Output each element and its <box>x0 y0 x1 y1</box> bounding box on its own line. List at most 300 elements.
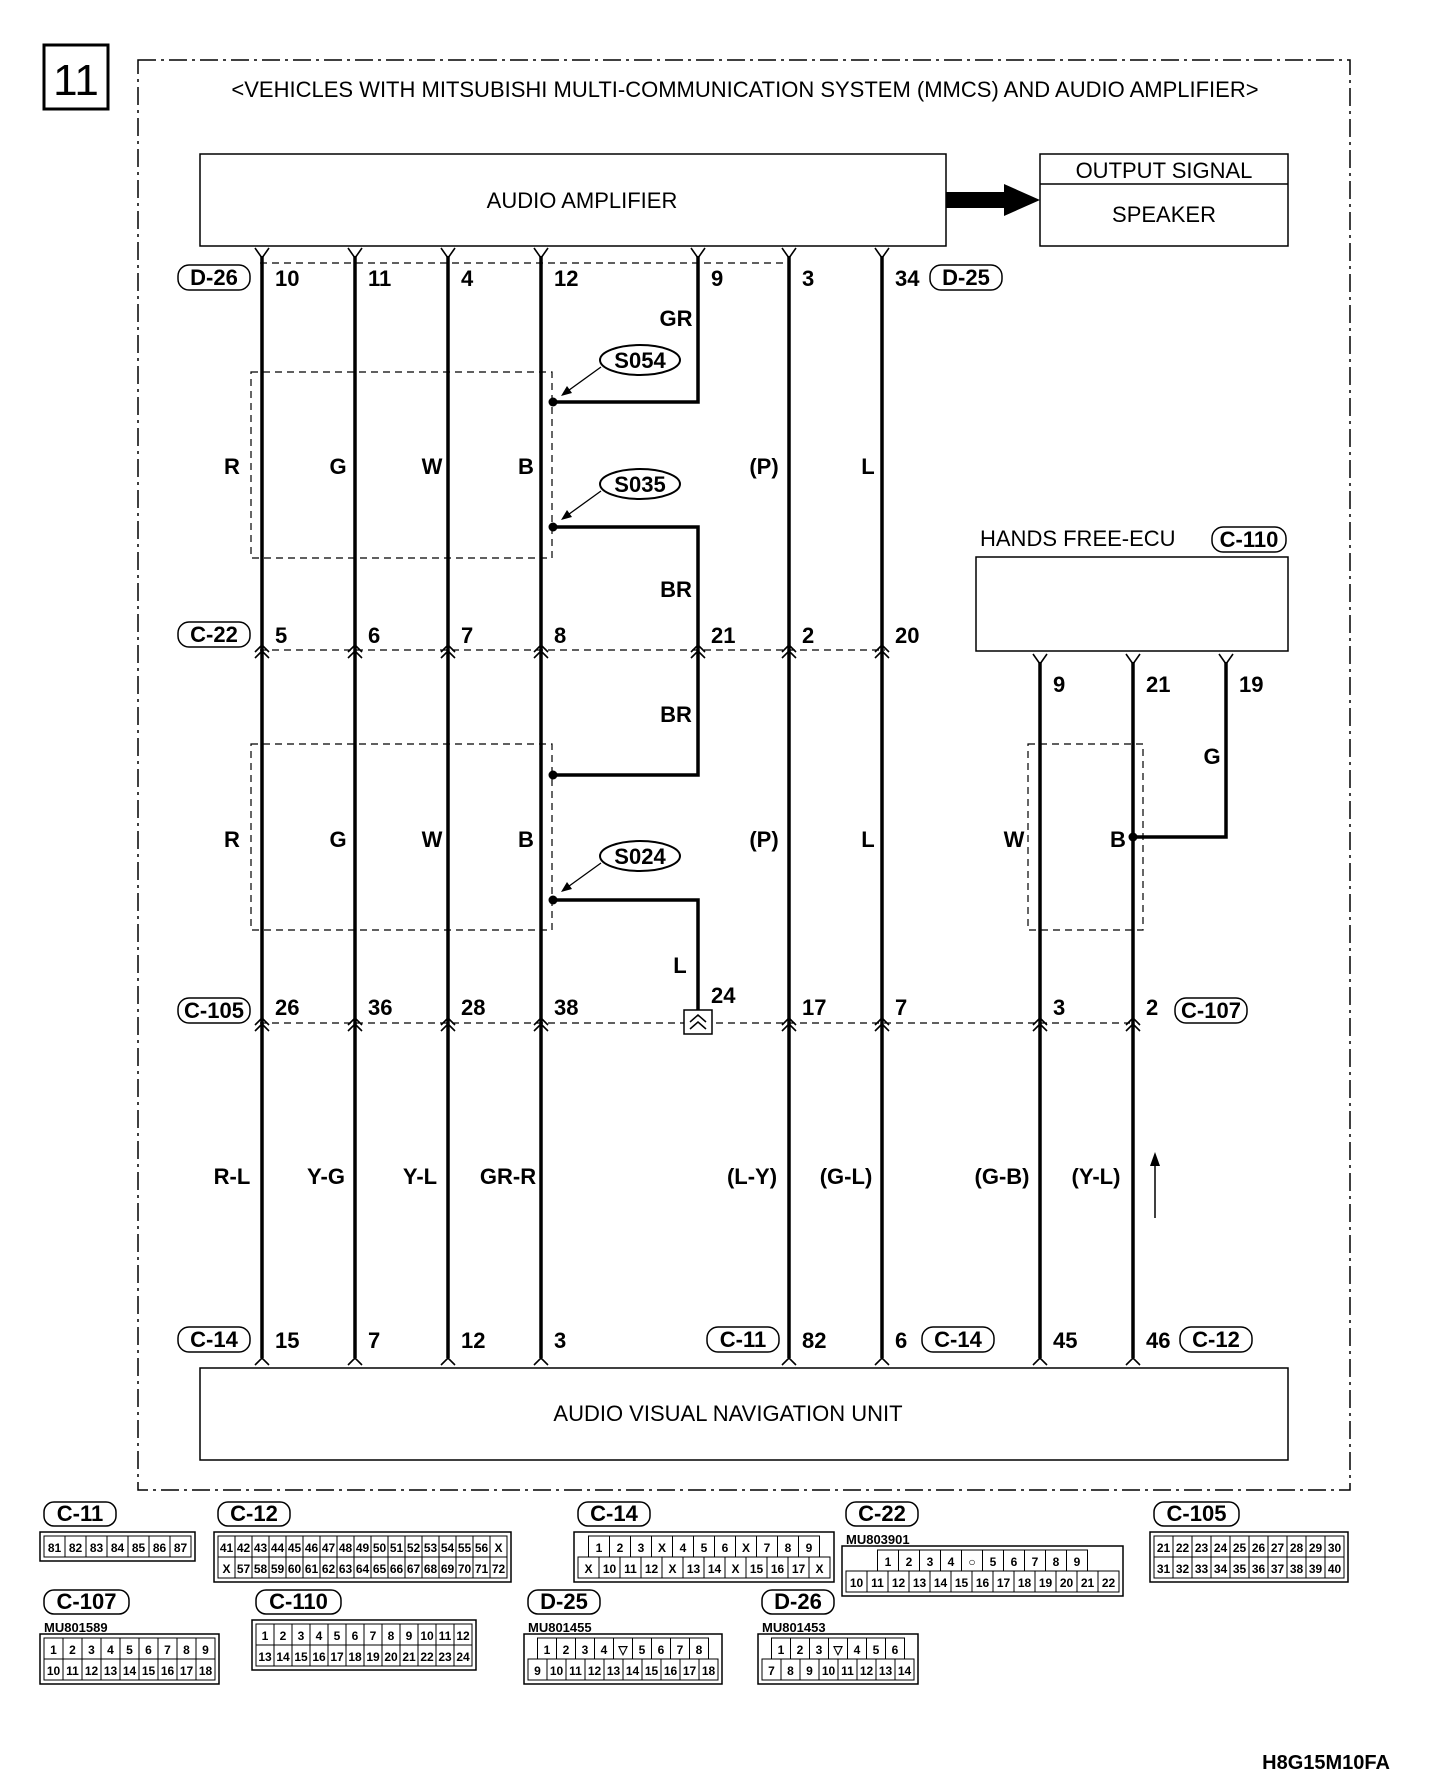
output-arrow-shaft <box>946 192 1006 208</box>
legend-pin: 13 <box>912 1576 927 1590</box>
pin-top: 4 <box>461 266 474 291</box>
legend-pin: 17 <box>996 1576 1011 1590</box>
hands-free-conn: C-110 <box>1219 527 1279 552</box>
legend-pin: 3 <box>297 1629 305 1643</box>
legend-pin: 22 <box>1101 1576 1116 1590</box>
legend-pin: 1 <box>595 1541 603 1555</box>
legend-part-number: MU803901 <box>846 1532 910 1547</box>
legend-pin: 47 <box>321 1541 336 1555</box>
legend-pin: 11 <box>66 1664 79 1678</box>
legend-pin: 25 <box>1232 1541 1247 1555</box>
audio-amplifier-label: AUDIO AMPLIFIER <box>486 188 678 213</box>
wire-color: (Y-L) <box>1071 1164 1121 1189</box>
tag-c107: C-107 <box>1181 998 1241 1023</box>
legend-pin: 6 <box>891 1643 899 1657</box>
legend-pin: 42 <box>236 1541 251 1555</box>
wire-color: G <box>1203 744 1221 769</box>
pin-ecu: 19 <box>1239 672 1264 697</box>
legend-pin: 12 <box>456 1629 470 1643</box>
legend-pin: 68 <box>423 1562 438 1576</box>
legend-pin: 18 <box>348 1650 362 1664</box>
pin-top: 12 <box>554 266 579 291</box>
splice-s035 <box>561 469 680 520</box>
legend-pin: 14 <box>933 1576 948 1590</box>
legend-pin: 10 <box>849 1576 864 1590</box>
pin-bottom: 6 <box>895 1328 908 1353</box>
legend-pin: 34 <box>1213 1562 1228 1576</box>
legend-pin: X <box>222 1562 231 1576</box>
hands-free-ecu-label: HANDS FREE-ECU <box>980 526 1176 551</box>
legend-pin: 17 <box>330 1650 344 1664</box>
legend-pin: 3 <box>88 1643 95 1657</box>
legend-connector <box>214 1501 511 1582</box>
legend-pin: 5 <box>333 1629 341 1643</box>
pin-bottom: 82 <box>802 1328 827 1353</box>
legend-pin: 12 <box>859 1664 874 1678</box>
legend-pin: ▽ <box>833 1643 843 1657</box>
legend-pin: 38 <box>1289 1562 1304 1576</box>
pin-bottom: 12 <box>461 1328 486 1353</box>
legend-pin: 13 <box>686 1562 701 1576</box>
wire-color: W <box>421 454 443 479</box>
legend-pin: 4 <box>315 1629 323 1643</box>
system-boundary <box>138 60 1350 1490</box>
legend-pin: 17 <box>682 1664 697 1678</box>
legend-connector <box>252 1589 476 1670</box>
splice-dot-775 <box>549 771 558 780</box>
legend-pin: 8 <box>387 1629 395 1643</box>
pin-low: 7 <box>895 995 908 1020</box>
pin-low: 2 <box>1146 995 1159 1020</box>
legend-pin: 3 <box>815 1643 823 1657</box>
legend-pin: 82 <box>68 1541 83 1555</box>
tag-c105: C-105 <box>184 998 244 1023</box>
legend-pin: 85 <box>131 1541 146 1555</box>
tag-c14b: C-14 <box>934 1327 982 1352</box>
legend-pin: X <box>668 1562 677 1576</box>
tag-c14a: C-14 <box>190 1327 238 1352</box>
pin-bottom: 46 <box>1146 1328 1171 1353</box>
legend-pin: 5 <box>638 1643 646 1657</box>
legend-connector <box>40 1501 195 1561</box>
legend-pin: 54 <box>440 1541 455 1555</box>
legend-pin: 37 <box>1270 1562 1285 1576</box>
legend-pin: 8 <box>695 1643 703 1657</box>
wire-s035-branch <box>553 527 698 775</box>
legend-pin: 50 <box>372 1541 387 1555</box>
pin-low: 3 <box>1053 995 1066 1020</box>
pin-ecu: 9 <box>1053 672 1066 697</box>
splice-s035-label: S035 <box>614 472 666 497</box>
legend-pin: 83 <box>89 1541 104 1555</box>
shield-box-lower <box>251 744 552 930</box>
legend-pin: 81 <box>47 1541 62 1555</box>
pin-top: 11 <box>368 266 392 291</box>
legend-pin: 67 <box>406 1562 421 1576</box>
legend-connector-name: C-107 <box>56 1589 117 1614</box>
splice-s024 <box>561 841 680 892</box>
shield-box-upper <box>251 372 552 558</box>
wire-color: L <box>861 454 875 479</box>
splice-s054-label: S054 <box>614 348 666 373</box>
legend-pin: 12 <box>84 1664 99 1678</box>
legend-pin: 64 <box>355 1562 370 1576</box>
legend-pin: 30 <box>1327 1541 1342 1555</box>
legend-pin: 5 <box>126 1643 133 1657</box>
legend-pin: 2 <box>562 1643 570 1657</box>
diagram-title: <VEHICLES WITH MITSUBISHI MULTI-COMMUNICATION SYSTEM (MMCS) AND AUDIO AMPLIFIER> <box>231 77 1259 102</box>
wire-color: B <box>1110 827 1126 852</box>
legend-pin: 35 <box>1232 1562 1247 1576</box>
legend-pin: X <box>815 1562 824 1576</box>
pin-mid: 5 <box>275 623 288 648</box>
tag-c22: C-22 <box>190 622 238 647</box>
legend-pin: 16 <box>663 1664 678 1678</box>
navigation-unit-label: AUDIO VISUAL NAVIGATION UNIT <box>553 1401 903 1426</box>
legend-pin: 8 <box>787 1664 794 1678</box>
legend-pin: 17 <box>179 1664 194 1678</box>
legend-pin: 17 <box>791 1562 806 1576</box>
legend-pin: 7 <box>1031 1555 1039 1569</box>
wire-color: L <box>861 827 875 852</box>
pin-top: 34 <box>895 266 920 291</box>
legend-pin: 3 <box>926 1555 934 1569</box>
legend-pin: 23 <box>1194 1541 1209 1555</box>
output-signal-header: OUTPUT SIGNAL <box>1075 158 1253 183</box>
legend-pin: ▽ <box>618 1643 628 1657</box>
legend-pin: 61 <box>304 1562 319 1576</box>
pin-bottom: 45 <box>1053 1328 1078 1353</box>
wire-color: R-L <box>213 1164 251 1189</box>
legend-pin: 7 <box>369 1629 377 1643</box>
legend-connector <box>524 1589 722 1684</box>
legend-part-number: MU801589 <box>44 1620 108 1635</box>
legend-pin: 16 <box>770 1562 785 1576</box>
legend-pin: 9 <box>202 1643 209 1657</box>
legend-connector-name: C-11 <box>56 1501 104 1526</box>
legend-pin: 19 <box>1038 1576 1053 1590</box>
legend-pin: 4 <box>853 1643 861 1657</box>
legend-pin: X <box>657 1541 667 1555</box>
legend-pin: 5 <box>872 1643 880 1657</box>
legend-pin: 16 <box>312 1650 326 1664</box>
legend-pin: 14 <box>276 1650 290 1664</box>
legend-pin: 11 <box>841 1664 854 1678</box>
splice-s054 <box>561 345 680 396</box>
splice-dot-s054 <box>549 398 558 407</box>
signal-direction-arrow-icon <box>1150 1152 1160 1218</box>
legend-pin: 10 <box>549 1664 564 1678</box>
legend-part-number: MU801453 <box>762 1620 826 1635</box>
legend-pin: 49 <box>355 1541 370 1555</box>
wire-color: BR <box>660 702 692 727</box>
legend-pin: 16 <box>160 1664 175 1678</box>
legend-pin: 6 <box>657 1643 665 1657</box>
wire-lines <box>262 256 1226 1358</box>
legend-pin: 9 <box>806 1664 813 1678</box>
legend-pin: 18 <box>198 1664 213 1678</box>
legend-pin: 11 <box>438 1629 452 1643</box>
legend-pin: 12 <box>644 1562 659 1576</box>
legend-pin: 23 <box>438 1650 452 1664</box>
terminal-24-box <box>684 1010 712 1034</box>
pin-ecu: 21 <box>1146 672 1171 697</box>
legend-pin: 13 <box>878 1664 893 1678</box>
legend-pin: 14 <box>625 1664 640 1678</box>
legend-pin: 32 <box>1175 1562 1190 1576</box>
figure-code: H8G15M10FA <box>1262 1752 1390 1774</box>
legend-pin: 6 <box>1010 1555 1018 1569</box>
legend-pin: 11 <box>624 1562 637 1576</box>
legend-pin: 7 <box>763 1541 771 1555</box>
legend-pin: 45 <box>287 1541 302 1555</box>
legend-pin: 10 <box>46 1664 61 1678</box>
legend-pin: 66 <box>389 1562 404 1576</box>
legend-pin: 63 <box>338 1562 353 1576</box>
pin-low: 36 <box>368 995 393 1020</box>
wire-color: (G-B) <box>974 1164 1030 1189</box>
wire-color: R <box>224 454 240 479</box>
legend-pin: 2 <box>905 1555 913 1569</box>
legend-pin: 9 <box>534 1664 541 1678</box>
legend-pin: 13 <box>103 1664 118 1678</box>
legend-pin: 20 <box>1059 1576 1074 1590</box>
legend-pin: 10 <box>821 1664 836 1678</box>
legend-pin: 72 <box>491 1562 506 1576</box>
tag-c12: C-12 <box>1192 1327 1240 1352</box>
legend-connector <box>1150 1501 1348 1582</box>
legend-pin: 70 <box>457 1562 472 1576</box>
output-arrow-head <box>1004 184 1040 216</box>
legend-pin: 15 <box>141 1664 156 1678</box>
pin-top: 3 <box>802 266 815 291</box>
pin-low: 38 <box>554 995 579 1020</box>
wire-color: GR <box>659 306 693 331</box>
pin-low: 28 <box>461 995 486 1020</box>
tag-d26: D-26 <box>190 265 238 290</box>
legend-pin: 40 <box>1327 1562 1342 1576</box>
wire-color: W <box>421 827 443 852</box>
legend-pin: 1 <box>777 1643 785 1657</box>
legend-pin: 41 <box>219 1541 234 1555</box>
legend-pin: 21 <box>402 1650 416 1664</box>
legend-pin: 55 <box>457 1541 472 1555</box>
legend-pin: 13 <box>606 1664 621 1678</box>
legend-pin: 9 <box>405 1629 413 1643</box>
legend-connector <box>842 1501 1123 1596</box>
legend-pin: 71 <box>474 1562 489 1576</box>
connector-legend <box>40 1501 1348 1684</box>
legend-pin: 36 <box>1251 1562 1266 1576</box>
legend-pin: 18 <box>701 1664 716 1678</box>
legend-pin: 28 <box>1289 1541 1304 1555</box>
legend-pin: 86 <box>152 1541 167 1555</box>
legend-pin: 3 <box>637 1541 645 1555</box>
legend-pin: 48 <box>338 1541 353 1555</box>
hands-free-ecu-box <box>976 557 1288 651</box>
pin-top: 10 <box>275 266 300 291</box>
legend-pin: 24 <box>456 1650 470 1664</box>
legend-pin: 2 <box>69 1643 76 1657</box>
legend-pin: 5 <box>989 1555 997 1569</box>
wire-color: BR <box>660 577 692 602</box>
wire-color: (P) <box>749 454 779 479</box>
wire-color: (G-L) <box>819 1164 873 1189</box>
legend-pin: 12 <box>891 1576 906 1590</box>
pin-low: 24 <box>711 983 736 1008</box>
tag-d25: D-25 <box>942 265 990 290</box>
legend-pin: 8 <box>1052 1555 1060 1569</box>
pin-mid: 6 <box>368 623 381 648</box>
pin-mid: 8 <box>554 623 567 648</box>
splice-dot-ecu <box>1129 833 1138 842</box>
wire-color: L <box>673 953 687 978</box>
legend-pin: 22 <box>420 1650 434 1664</box>
legend-pin: X <box>584 1562 593 1576</box>
legend-connector-name: C-22 <box>858 1501 906 1526</box>
legend-pin: 2 <box>616 1541 624 1555</box>
legend-pin: 1 <box>261 1629 269 1643</box>
legend-pin: 9 <box>805 1541 813 1555</box>
legend-pin: 8 <box>784 1541 792 1555</box>
legend-pin: 69 <box>440 1562 455 1576</box>
legend-connector-name: C-105 <box>1166 1501 1227 1526</box>
wire-color: B <box>518 827 534 852</box>
legend-pin: 7 <box>768 1664 775 1678</box>
wire-color: GR-R <box>479 1164 537 1189</box>
legend-pin: 4 <box>600 1643 608 1657</box>
legend-pin: 60 <box>287 1562 302 1576</box>
legend-pin: 21 <box>1080 1576 1095 1590</box>
legend-pin: 26 <box>1251 1541 1266 1555</box>
wire-color: G <box>329 454 347 479</box>
legend-pin: 3 <box>581 1643 589 1657</box>
legend-pin: 15 <box>954 1576 969 1590</box>
legend-pin: 31 <box>1156 1562 1171 1576</box>
legend-pin: 19 <box>366 1650 380 1664</box>
legend-pin: 9 <box>1073 1555 1081 1569</box>
wire-color: (L-Y) <box>726 1164 778 1189</box>
legend-connector-name: D-25 <box>540 1589 588 1614</box>
legend-pin: 15 <box>749 1562 764 1576</box>
pin-mid: 2 <box>802 623 815 648</box>
legend-pin: 20 <box>384 1650 398 1664</box>
legend-pin: X <box>731 1562 740 1576</box>
legend-pin: 62 <box>321 1562 336 1576</box>
output-signal-speaker: SPEAKER <box>1112 202 1216 227</box>
legend-connector-name: C-12 <box>230 1501 278 1526</box>
wire-color: Y-G <box>307 1164 345 1189</box>
wire-color: R <box>224 827 240 852</box>
legend-pin: X <box>741 1541 751 1555</box>
legend-pin: 58 <box>253 1562 268 1576</box>
wire-color: Y-L <box>402 1164 438 1189</box>
legend-pin: 27 <box>1270 1541 1285 1555</box>
legend-pin: X <box>494 1541 503 1555</box>
legend-pin: 1 <box>543 1643 551 1657</box>
legend-pin: 7 <box>676 1643 684 1657</box>
legend-pin: 65 <box>372 1562 387 1576</box>
legend-pin: 10 <box>420 1629 434 1643</box>
legend-pin: 6 <box>721 1541 729 1555</box>
legend-pin: 18 <box>1017 1576 1032 1590</box>
legend-pin: 15 <box>294 1650 308 1664</box>
splice-s024-label: S024 <box>614 844 666 869</box>
legend-pin: 7 <box>164 1643 171 1657</box>
legend-pin: 21 <box>1156 1541 1171 1555</box>
legend-pin: 6 <box>351 1629 359 1643</box>
legend-pin: 1 <box>50 1643 57 1657</box>
legend-pin: 53 <box>423 1541 438 1555</box>
legend-pin: 87 <box>173 1541 188 1555</box>
legend-pin: 51 <box>389 1541 404 1555</box>
legend-part-number: MU801455 <box>528 1620 592 1635</box>
section-number: 11 <box>53 56 99 105</box>
pin-mid: 21 <box>711 623 736 648</box>
wire-color: W <box>1003 827 1025 852</box>
wire-color: (P) <box>749 827 779 852</box>
legend-pin: 14 <box>122 1664 137 1678</box>
legend-connector-name: C-110 <box>269 1589 328 1614</box>
legend-connector-name: C-14 <box>590 1501 638 1526</box>
legend-pin: 44 <box>270 1541 285 1555</box>
legend-pin: 15 <box>644 1664 659 1678</box>
pin-bottom: 7 <box>368 1328 381 1353</box>
legend-pin: 11 <box>871 1576 884 1590</box>
legend-pin: 10 <box>602 1562 617 1576</box>
legend-pin: 2 <box>796 1643 804 1657</box>
wire-color: B <box>518 454 534 479</box>
legend-pin: 33 <box>1194 1562 1209 1576</box>
legend-pin: 1 <box>884 1555 892 1569</box>
terminal-symbols <box>255 248 1233 1365</box>
legend-pin: 14 <box>707 1562 722 1576</box>
splice-dot-s024 <box>549 896 558 905</box>
legend-pin: 11 <box>569 1664 582 1678</box>
legend-pin: 57 <box>236 1562 251 1576</box>
legend-connector <box>40 1589 219 1684</box>
pin-bottom: 3 <box>554 1328 567 1353</box>
legend-pin: 43 <box>253 1541 268 1555</box>
legend-pin: 14 <box>897 1664 912 1678</box>
legend-pin: 5 <box>700 1541 708 1555</box>
pin-mid: 20 <box>895 623 920 648</box>
legend-connector <box>574 1501 834 1582</box>
pin-mid: 7 <box>461 623 474 648</box>
legend-pin: 39 <box>1308 1562 1323 1576</box>
legend-pin: 16 <box>975 1576 990 1590</box>
legend-connector <box>758 1589 918 1684</box>
legend-pin: 2 <box>279 1629 287 1643</box>
pin-bottom: 15 <box>275 1328 300 1353</box>
legend-pin: 4 <box>947 1555 955 1569</box>
legend-pin: 6 <box>145 1643 152 1657</box>
legend-pin: 24 <box>1213 1541 1228 1555</box>
legend-pin: 56 <box>474 1541 489 1555</box>
pin-low: 17 <box>802 995 827 1020</box>
splice-dot-s035 <box>549 523 558 532</box>
legend-pin: 59 <box>270 1562 285 1576</box>
legend-pin: 8 <box>183 1643 190 1657</box>
tag-c11: C-11 <box>719 1327 767 1352</box>
legend-pin: 13 <box>258 1650 272 1664</box>
legend-pin: 84 <box>110 1541 125 1555</box>
pin-top: 9 <box>711 266 724 291</box>
legend-pin: 46 <box>304 1541 319 1555</box>
pin-low: 26 <box>275 995 300 1020</box>
legend-pin: ○ <box>968 1555 976 1569</box>
wire-color: G <box>329 827 347 852</box>
